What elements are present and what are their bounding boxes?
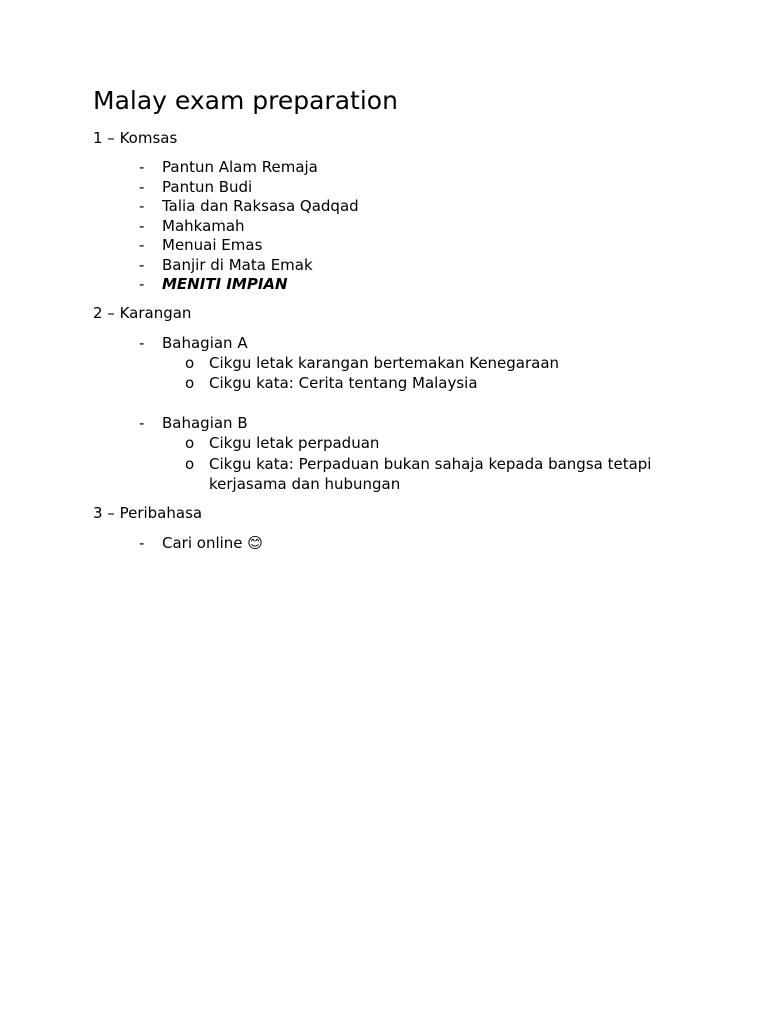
- list-dash: -: [139, 275, 145, 293]
- section-heading-peribahasa: 3 – Peribahasa: [93, 504, 203, 522]
- list-item-bahagian-a: Bahagian A: [162, 334, 248, 352]
- list-dash: -: [139, 414, 145, 432]
- list-item: Cari online 😊: [162, 534, 263, 552]
- sub-bullet: o: [185, 354, 195, 372]
- list-dash: -: [139, 534, 145, 552]
- sub-bullet: o: [185, 434, 195, 452]
- list-dash: -: [139, 197, 145, 215]
- list-dash: -: [139, 217, 145, 235]
- list-item-bahagian-b: Bahagian B: [162, 414, 248, 432]
- sub-list-item: Cikgu letak karangan bertemakan Kenegaraan: [209, 354, 560, 372]
- list-item: Pantun Alam Remaja: [162, 158, 318, 176]
- list-dash: -: [139, 158, 145, 176]
- list-item: Menuai Emas: [162, 236, 263, 254]
- section-heading-karangan: 2 – Karangan: [93, 304, 192, 322]
- list-item: Pantun Budi: [162, 178, 253, 196]
- sub-list-item-continuation: kerjasama dan hubungan: [209, 475, 401, 493]
- sub-list-item: Cikgu kata: Cerita tentang Malaysia: [209, 374, 478, 392]
- section-heading-komsas: 1 – Komsas: [93, 129, 178, 147]
- sub-list-item: Cikgu letak perpaduan: [209, 434, 380, 452]
- list-dash: -: [139, 178, 145, 196]
- list-dash: -: [139, 256, 145, 274]
- sub-bullet: o: [185, 455, 195, 473]
- page-title: Malay exam preparation: [93, 86, 398, 115]
- sub-bullet: o: [185, 374, 195, 392]
- sub-list-item: Cikgu kata: Perpaduan bukan sahaja kepada bangsa tetapi: [209, 455, 652, 473]
- list-item: Mahkamah: [162, 217, 245, 235]
- list-dash: -: [139, 334, 145, 352]
- list-item-emphasized: MENITI IMPIAN: [162, 275, 288, 293]
- list-item: Talia dan Raksasa Qadqad: [162, 197, 359, 215]
- list-item: Banjir di Mata Emak: [162, 256, 313, 274]
- list-dash: -: [139, 236, 145, 254]
